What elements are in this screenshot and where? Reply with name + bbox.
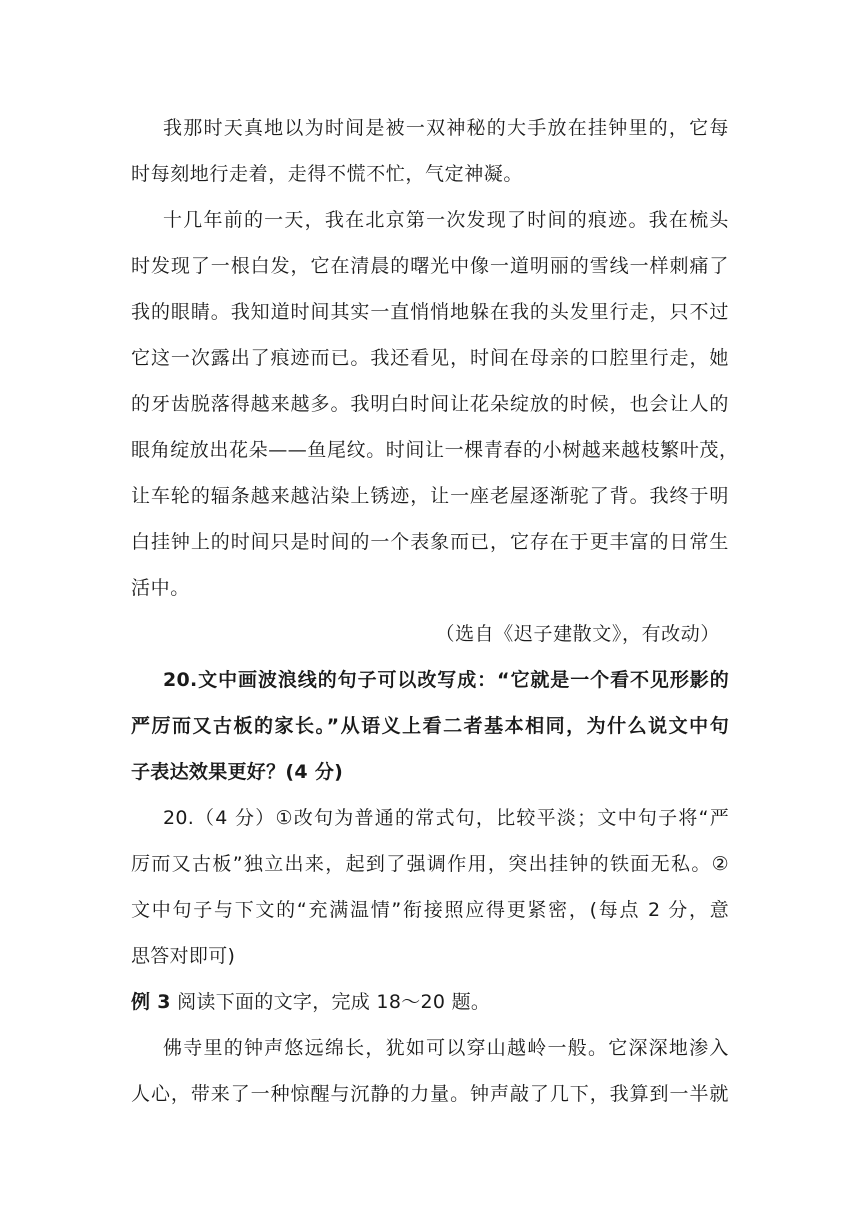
passage-line: 时发现了一根白发，它在清晨的曙光中像一道明丽的雪线一样刺痛了 [131, 255, 729, 277]
question-line: 严厉而又古板的家长。”从语义上看二者基本相同，为什么说文中句 [131, 715, 729, 737]
example-label: 例 3 [131, 991, 171, 1013]
passage-line: 眼角绽放出花朵——鱼尾纹。时间让一棵青春的小树越来越枝繁叶茂， [131, 439, 739, 461]
example-heading [131, 988, 729, 1016]
passage-line: 活中。 [131, 577, 190, 599]
answer-line: 20.（4 分）①改句为普通的常式句，比较平淡；文中句子将“严 [163, 807, 729, 829]
passage-line: 人心，带来了一种惊醒与沉静的力量。钟声敲了几下，我算到一半就 [131, 1083, 729, 1105]
passage-line: 时每刻地行走着，走得不慌不忙，气定神凝。 [131, 163, 524, 185]
passage-line: 佛寺里的钟声悠远绵长，犹如可以穿山越岭一般。它深深地渗入 [163, 1037, 729, 1059]
passage-line: 我的眼睛。我知道时间其实一直悄悄地躲在我的头发里行走，只不过 [131, 301, 729, 323]
question-line: 子表达效果更好？(4 分) [131, 761, 344, 783]
question-line: 20.文中画波浪线的句子可以改写成：“它就是一个看不见形影的 [163, 669, 729, 691]
passage-line: 我那时天真地以为时间是被一双神秘的大手放在挂钟里的，它每 [163, 117, 729, 139]
example-instruction: 阅读下面的文字，完成 18～20 题。 [177, 991, 491, 1013]
passage-line: 的牙齿脱落得越来越多。我明白时间让花朵绽放的时候，也会让人的 [131, 393, 729, 415]
passage-line: 白挂钟上的时间只是时间的一个表象而已，它存在于更丰富的日常生 [131, 531, 729, 553]
answer-line: 厉而又古板”独立出来，起到了强调作用，突出挂钟的铁面无私。② [131, 853, 729, 875]
passage-line: 让车轮的辐条越来越沾染上锈迹，让一座老屋逐渐驼了背。我终于明 [131, 485, 729, 507]
source-citation: （选自《迟子建散文》，有改动） [435, 623, 720, 645]
passage-line: 它这一次露出了痕迹而已。我还看见，时间在母亲的口腔里行走，她 [131, 347, 729, 369]
answer-line: 思答对即可) [131, 945, 236, 967]
answer-line: 文中句子与下文的“充满温情”衔接照应得更紧密，(每点 2 分，意 [131, 899, 729, 921]
passage-line: 十几年前的一天，我在北京第一次发现了时间的痕迹。我在梳头 [163, 209, 729, 231]
